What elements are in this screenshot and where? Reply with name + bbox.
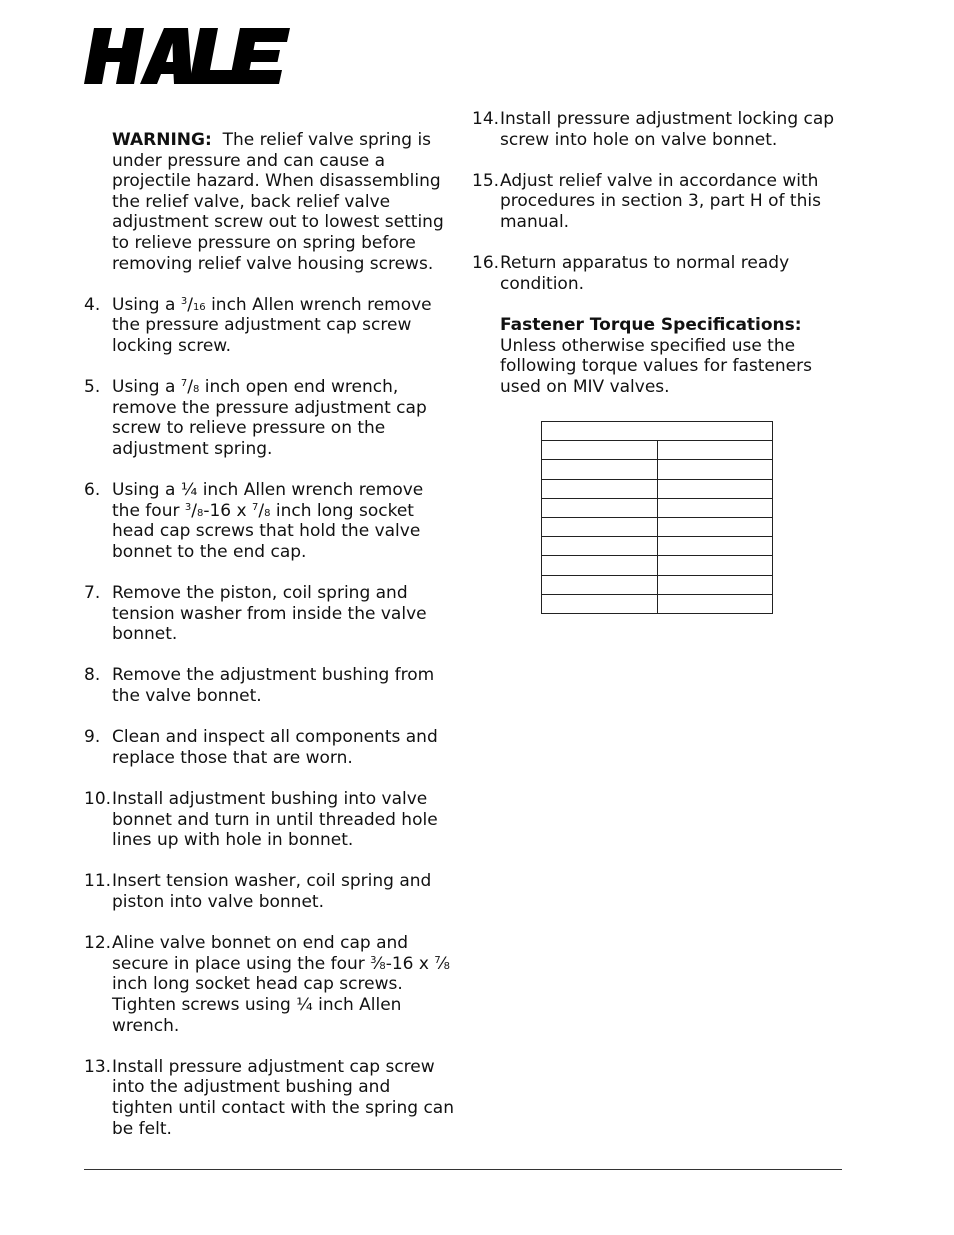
step-text-part: Using a [112, 377, 181, 398]
fraction-slash: ⁄ [440, 953, 444, 974]
table-row [542, 556, 773, 575]
table-cell [657, 594, 773, 613]
fraction [252, 501, 270, 521]
fraction-denominator: 8 [264, 507, 271, 519]
step-text-part: Aline valve bonnet on end cap and secure in place using the four [112, 933, 409, 974]
step-text-part: -16 x [203, 500, 252, 521]
step-text [112, 295, 456, 357]
table-row [542, 594, 773, 613]
fraction-numerator: 3 [184, 501, 192, 513]
step-text: Clean and inspect all components and replace those that are worn. [112, 727, 438, 768]
table-cell [657, 575, 773, 594]
step-text: Return apparatus to normal ready condition. [500, 253, 790, 294]
torque-table [541, 421, 773, 614]
step-9 [84, 727, 456, 768]
fraction-denominator: 16 [192, 301, 206, 313]
fraction [185, 501, 203, 521]
step-text-part: inch open end wrench, remove the pressure adjustment cap screw to relieve pressure on the adjustment spring. [112, 377, 427, 459]
footer-divider [84, 1169, 842, 1170]
step-number: 5. [84, 377, 101, 398]
step-16 [472, 253, 842, 294]
fraction-slash: ⁄ [376, 953, 380, 974]
fraction-slash: / [258, 500, 265, 521]
table-row [542, 460, 773, 479]
table-title-row [542, 422, 773, 441]
step-number: 7. [84, 583, 101, 604]
step-number: 11. [84, 871, 112, 892]
step-7 [84, 583, 456, 645]
step-10 [84, 789, 456, 851]
table-title-cell [542, 422, 773, 441]
table-cell [542, 556, 658, 575]
step-number: 9. [84, 727, 101, 748]
step-text: Install adjustment bushing into valve bonnet and turn in until threaded hole lines up with hole in bonnet. [112, 789, 438, 851]
table-row [542, 517, 773, 536]
fraction [434, 954, 450, 974]
step-text: Install pressure adjustment cap screw into the adjustment bushing and tighten until contact with the spring can be felt. [112, 1056, 454, 1139]
step-text [112, 933, 456, 1036]
fraction-denominator: 8 [196, 507, 204, 519]
table-cell [657, 498, 773, 517]
fraction-numerator: 7 [434, 954, 441, 966]
hale-logo [84, 26, 290, 86]
fraction [181, 377, 199, 397]
fraction-numerator: 7 [180, 378, 188, 390]
fraction-numerator: 3 [180, 295, 188, 307]
fraction-slash: / [191, 500, 197, 521]
step-number: 13. [84, 1056, 112, 1077]
step-text: Install pressure adjustment locking cap screw into hole on valve bonnet. [500, 109, 835, 150]
step-text-part: inch long socket head cap screws that hold the valve bonnet to the end cap. [112, 500, 421, 562]
table-row [542, 537, 773, 556]
step-5 [84, 377, 456, 459]
table-header-cell [657, 441, 773, 460]
fraction-slash: / [187, 377, 193, 398]
table-row [542, 498, 773, 517]
hale-logo-graphic [84, 26, 290, 86]
step-number: 10. [84, 789, 112, 809]
table-header-cell [542, 441, 658, 460]
table-cell [542, 517, 658, 536]
warning-note [112, 130, 456, 274]
table-cell [542, 575, 658, 594]
fraction-slash: / [187, 294, 193, 315]
step-number: 12. [84, 933, 112, 954]
step-number: 6. [84, 480, 101, 501]
fastener-torque-label: Fastener Torque Specifications: [500, 314, 802, 335]
step-text: Remove the piston, coil spring and tension washer from inside the valve bonnet. [112, 583, 427, 645]
table-cell [657, 517, 773, 536]
fraction-denominator: 8 [443, 960, 450, 972]
table-cell [657, 479, 773, 498]
step-text [112, 377, 456, 459]
step-text: Insert tension washer, coil spring and piston into valve bonnet. [112, 871, 432, 912]
step-text-part: Using a [112, 294, 181, 315]
table-cell [542, 594, 658, 613]
fastener-torque-text: Unless otherwise specified use the following torque values for fasteners used on MIV valves. [500, 335, 812, 397]
step-text: Adjust relief valve in accordance with procedures in section 3, part H of this manual. [500, 170, 821, 232]
step-4 [84, 295, 456, 357]
step-text-part: inch Allen wrench remove the pressure adjustment cap screw locking screw. [112, 294, 432, 356]
step-text-part: inch long socket head cap screws. Tighten screws using ¼ inch Allen wrench. [112, 974, 403, 1036]
table-cell [657, 556, 773, 575]
fraction-denominator: 8 [379, 960, 386, 972]
table-cell [542, 498, 658, 517]
left-column [84, 130, 456, 1160]
fraction-numerator: 3 [370, 954, 377, 966]
table-cell [542, 479, 658, 498]
table-cell [542, 537, 658, 556]
step-11 [84, 871, 456, 912]
step-number: 8. [84, 665, 101, 686]
warning-label: WARNING: [112, 130, 212, 150]
fraction [370, 954, 386, 974]
step-number: 16. [472, 253, 500, 274]
table-cell [657, 537, 773, 556]
step-text [112, 480, 456, 562]
step-number: 15. [472, 170, 500, 191]
step-text: Remove the adjustment bushing from the valve bonnet. [112, 665, 435, 707]
step-text-part: Using a ¼ inch Allen wrench remove the four [112, 480, 424, 521]
table-row [542, 479, 773, 498]
fastener-torque-note [500, 315, 842, 397]
step-15 [472, 171, 842, 233]
table-cell [542, 460, 658, 479]
fraction-denominator: 8 [192, 384, 200, 396]
table-cell [657, 460, 773, 479]
step-text-part: -16 x [385, 953, 435, 974]
fraction [181, 295, 206, 315]
fraction-numerator: 7 [251, 501, 259, 513]
step-12 [84, 933, 456, 1036]
table-row [542, 575, 773, 594]
step-6 [84, 480, 456, 562]
warning-text: The relief valve spring is under pressure and can cause a projectile hazard. When disassembling the relief valve, back relief valve adjustment screw out to lowest setting to relieve pressure on spring before removing relief valve housing screws. [112, 130, 444, 274]
step-number: 14. [472, 109, 500, 129]
table-header-row [542, 441, 773, 460]
step-number: 4. [84, 294, 101, 315]
right-column [472, 109, 842, 418]
step-8 [84, 665, 456, 706]
step-14 [472, 109, 842, 150]
step-13 [84, 1057, 456, 1139]
